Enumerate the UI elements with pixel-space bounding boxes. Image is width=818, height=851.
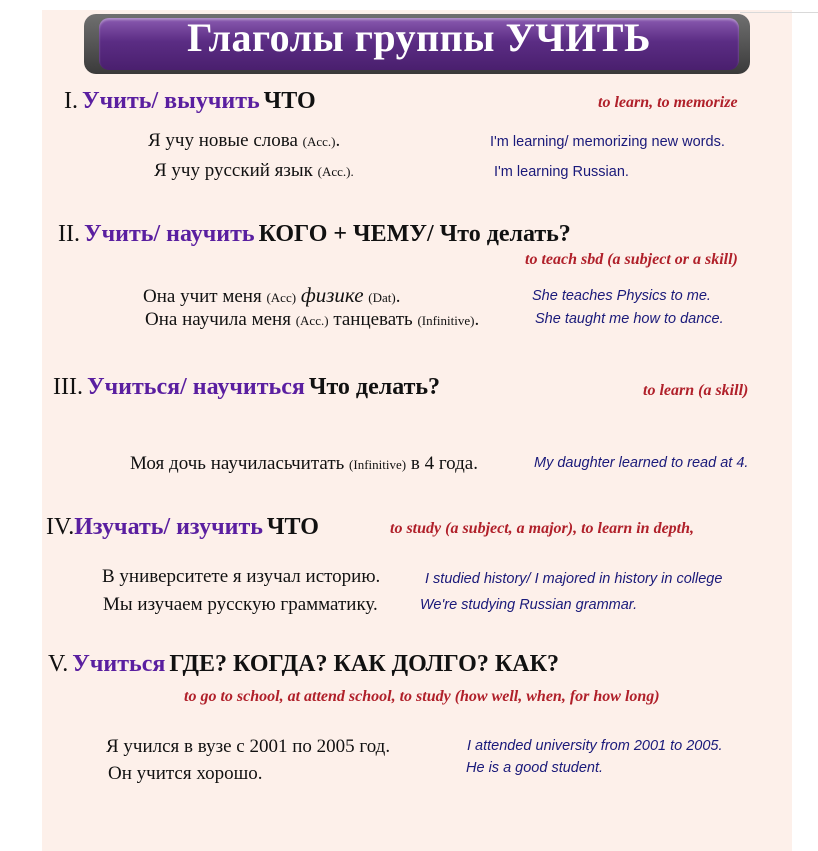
example-en: I'm learning Russian. xyxy=(494,164,629,180)
divider xyxy=(740,12,818,13)
section-4-heading xyxy=(46,514,319,541)
section-3-translation: to learn (a skill) xyxy=(643,382,749,399)
example-en: My daughter learned to read at 4. xyxy=(534,455,749,471)
example-en: He is a good student. xyxy=(466,760,604,776)
verb-pair: Учить/ научить xyxy=(83,221,255,247)
verb-object: ГДЕ? КОГДА? КАК ДОЛГО? КАК? xyxy=(169,651,559,677)
example-en: She taught me how to dance. xyxy=(535,311,724,327)
section-1-translation: to learn, to memorize xyxy=(598,94,738,111)
verb-pair: Изучать/ изучить xyxy=(74,514,263,540)
verb-pair: Учить/ выучить xyxy=(82,88,260,114)
example-ru: Я учу русский язык (Acc.). xyxy=(154,160,354,181)
section-4-translation: to study (a subject, a major), to learn in depth, xyxy=(390,520,695,537)
example-ru: Она научила меня (Acc.) танцевать (Infinitive). xyxy=(145,309,480,330)
section-number: IV. xyxy=(46,514,75,540)
verb-pair: Учиться xyxy=(72,651,166,677)
section-3-heading xyxy=(53,374,440,401)
verb-object: ЧТО xyxy=(266,514,319,540)
example-ru: Мы изучаем русскую грамматику. xyxy=(103,594,378,615)
verb-object: КОГО + ЧЕМУ/ Что делать? xyxy=(258,221,571,247)
example-ru: Я учу новые слова (Acc.). xyxy=(148,130,341,151)
page-title: Глаголы группы УЧИТЬ xyxy=(187,15,651,60)
section-number: V. xyxy=(48,651,69,677)
example-en: I'm learning/ memorizing new words. xyxy=(490,134,725,150)
example-ru: Моя дочь научиласьчитать (Infinitive) в 4 года. xyxy=(130,453,478,474)
section-1-heading xyxy=(64,88,316,115)
section-2-translation: to teach sbd (a subject or a skill) xyxy=(525,251,738,268)
example-en: We're studying Russian grammar. xyxy=(420,597,638,613)
section-2-heading xyxy=(58,221,571,248)
verb-pair: Учиться/ научиться xyxy=(86,374,305,400)
example-en: I attended university from 2001 to 2005. xyxy=(467,738,723,754)
example-ru: В университете я изучал историю. xyxy=(102,566,381,587)
example-ru: Она учит меня (Acc) физике (Dat). xyxy=(143,283,401,307)
section-5-translation: to go to school, at attend school, to study (how well, when, for how long) xyxy=(184,688,660,705)
section-5-heading xyxy=(48,651,559,678)
section-number: II. xyxy=(58,221,80,247)
example-ru: Я учился в вузе с 2001 по 2005 год. xyxy=(106,736,391,757)
section-number: I. xyxy=(64,88,78,114)
example-en: She teaches Physics to me. xyxy=(532,288,711,304)
verb-object: ЧТО xyxy=(263,88,316,114)
example-ru: Он учится хорошо. xyxy=(108,763,263,784)
example-en: I studied history/ I majored in history in college xyxy=(425,571,723,587)
section-number: III. xyxy=(53,374,83,400)
verb-object: Что делать? xyxy=(308,374,441,400)
